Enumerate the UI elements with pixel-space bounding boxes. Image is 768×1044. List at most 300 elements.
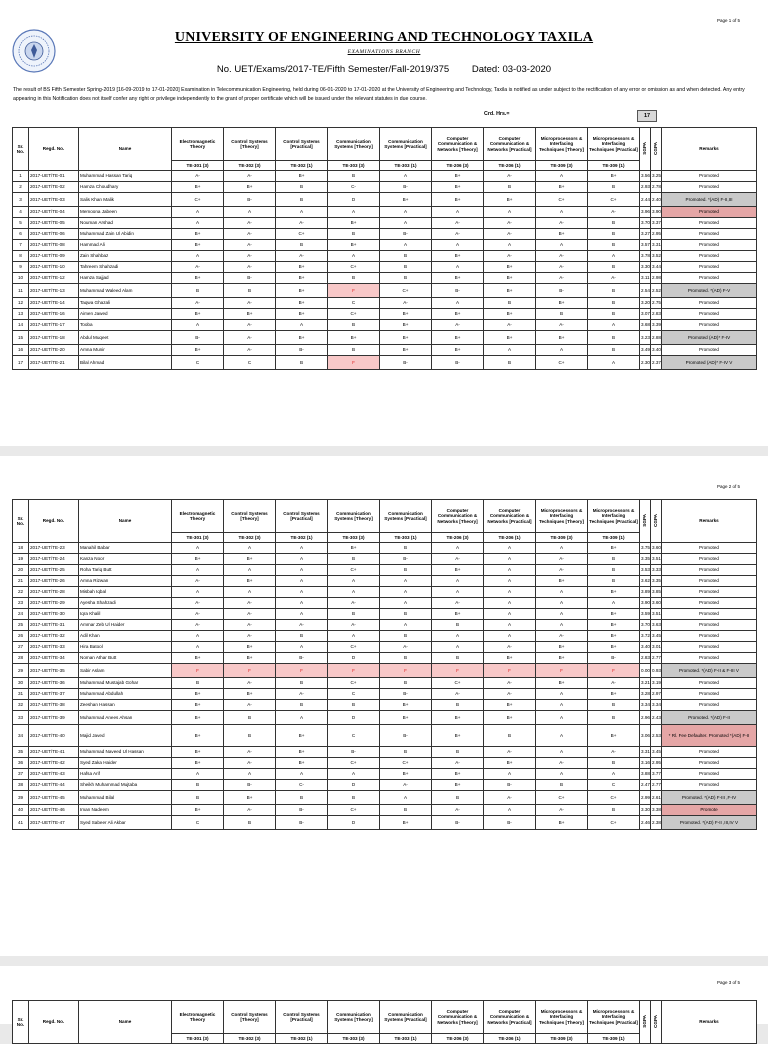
- table-row: [13, 309, 757, 320]
- grade: A: [172, 565, 224, 576]
- grade: A: [484, 565, 536, 576]
- sr-no: 2: [13, 182, 29, 193]
- sgpa-header-label: SGPA: [642, 513, 648, 527]
- grade: B-: [172, 331, 224, 345]
- student-name: Zeeshan Hassan: [79, 700, 172, 711]
- grade: A-: [172, 171, 224, 182]
- grade: A: [536, 207, 588, 218]
- grade: A: [328, 251, 380, 262]
- student-name: Hammad Ali: [79, 240, 172, 251]
- grade: F: [536, 664, 588, 678]
- regd-no: 2017-UET/TE-35: [29, 664, 79, 678]
- student-name: Majid Javed: [79, 725, 172, 747]
- grade: F: [328, 356, 380, 370]
- grade: A: [224, 543, 276, 554]
- grade: B+: [276, 309, 328, 320]
- regd-no: 2017-UET/TE-01: [29, 171, 79, 182]
- cgpa-value: 3.45: [651, 631, 662, 642]
- sgpa-value: 3.16: [640, 758, 651, 769]
- grade: A-: [328, 598, 380, 609]
- sgpa-value: 3.21: [640, 678, 651, 689]
- grade: B+: [536, 642, 588, 653]
- remarks: Promoted: [662, 298, 757, 309]
- sgpa-value: 3.28: [640, 689, 651, 700]
- regd-no: 2017-UET/TE-23: [29, 543, 79, 554]
- grade: A: [380, 620, 432, 631]
- grade: C: [172, 356, 224, 370]
- student-name: Adil Khan: [79, 631, 172, 642]
- grade: B: [276, 240, 328, 251]
- sgpa-value: 3.96: [640, 207, 651, 218]
- grade: B+: [172, 182, 224, 193]
- table-row: [13, 576, 757, 587]
- grade: B-: [224, 780, 276, 791]
- subject-header: Computer Communication & Networks [Practical]: [484, 128, 536, 161]
- grade: B: [588, 298, 640, 309]
- table-row: [13, 240, 757, 251]
- course-code-header: TE-206 (3): [432, 533, 484, 543]
- subject-header: Electromagnetic Theory: [172, 500, 224, 533]
- table-row: [13, 345, 757, 356]
- student-name: Nouman Arshad: [79, 218, 172, 229]
- grade: C+: [380, 758, 432, 769]
- grade: A-: [432, 598, 484, 609]
- grade: A: [172, 251, 224, 262]
- grade: A-: [224, 631, 276, 642]
- grade: B: [328, 320, 380, 331]
- sr-no-header: Sr. No.: [13, 500, 29, 543]
- grade: A-: [536, 758, 588, 769]
- grade: A-: [432, 689, 484, 700]
- subject-header: Communication Systems [Theory]: [328, 128, 380, 161]
- regd-no-header: Regd. No.: [29, 128, 79, 171]
- grade: C+: [328, 309, 380, 320]
- course-code-header: TE-303 (3): [328, 533, 380, 543]
- grade: A-: [484, 229, 536, 240]
- grade: B+: [588, 631, 640, 642]
- grade: A-: [536, 631, 588, 642]
- university-title: UNIVERSITY OF ENGINEERING AND TECHNOLOGY TAXILA: [174, 30, 594, 45]
- subject-header: Microprocessors & Interfacing Techniques [Practical]: [588, 1001, 640, 1034]
- grade: B+: [276, 284, 328, 298]
- course-code-header: TE-303 (3): [328, 161, 380, 171]
- regd-no: 2017-UET/TE-41: [29, 747, 79, 758]
- grade: A: [536, 543, 588, 554]
- subject-header: Electromagnetic Theory: [172, 128, 224, 161]
- grade: B+: [536, 678, 588, 689]
- cgpa-value: 3.60: [651, 598, 662, 609]
- sr-no: 19: [13, 554, 29, 565]
- grade: B-: [276, 345, 328, 356]
- grade: A: [432, 631, 484, 642]
- grade: B+: [588, 620, 640, 631]
- regd-no: 2017-UET/TE-02: [29, 182, 79, 193]
- table-row: [13, 664, 757, 678]
- grade: B: [432, 620, 484, 631]
- grade: A-: [276, 689, 328, 700]
- grade: A: [172, 543, 224, 554]
- student-name: Hamza Choudhary: [79, 182, 172, 193]
- cgpa-header-label: CGPA: [653, 1014, 659, 1028]
- grade: A: [276, 554, 328, 565]
- subject-header: Computer Communication & Networks [Theory]: [432, 1001, 484, 1034]
- grade: A: [276, 207, 328, 218]
- grade: A: [484, 576, 536, 587]
- grade: C+: [328, 678, 380, 689]
- course-code-header: TE-309 (3): [536, 1034, 588, 1044]
- sgpa-value: 3.59: [640, 609, 651, 620]
- regd-no: 2017-UET/TE-47: [29, 816, 79, 830]
- grade: A-: [432, 320, 484, 331]
- grade: A: [224, 207, 276, 218]
- grade: B: [380, 805, 432, 816]
- grade: B+: [380, 816, 432, 830]
- remarks: Promoted: [662, 262, 757, 273]
- grade: B: [588, 700, 640, 711]
- student-name: Zain Shahbaz: [79, 251, 172, 262]
- cgpa-value: 3.01: [651, 642, 662, 653]
- sgpa-value: 2.44: [640, 193, 651, 207]
- grade: A-: [224, 320, 276, 331]
- grade: A-: [224, 345, 276, 356]
- course-code-header: TE-303 (1): [380, 161, 432, 171]
- subject-header: Control Systems [Theory]: [224, 1001, 276, 1034]
- sgpa-value: 3.49: [640, 345, 651, 356]
- student-name: Muhammad Zain Ul Abidin: [79, 229, 172, 240]
- regd-no: 2017-UET/TE-46: [29, 805, 79, 816]
- grade: A: [536, 725, 588, 747]
- grade: B: [588, 805, 640, 816]
- grade: A: [588, 251, 640, 262]
- grade: C-: [276, 780, 328, 791]
- sgpa-value: 3.89: [640, 587, 651, 598]
- course-code-header: TE-206 (3): [432, 161, 484, 171]
- regd-no: 2017-UET/TE-37: [29, 689, 79, 700]
- sr-no: 3: [13, 193, 29, 207]
- sgpa-value: 0.00: [640, 664, 651, 678]
- grade: A-: [536, 273, 588, 284]
- grade: B-: [328, 747, 380, 758]
- grade: B: [380, 678, 432, 689]
- grade: A-: [172, 609, 224, 620]
- sgpa-value: 2.46: [640, 816, 651, 830]
- sr-no: 11: [13, 284, 29, 298]
- sr-no: 6: [13, 229, 29, 240]
- grade: A-: [172, 620, 224, 631]
- grade: A: [536, 711, 588, 725]
- cgpa-value: 2.95: [651, 758, 662, 769]
- cgpa-value: 2.95: [651, 229, 662, 240]
- grade: B+: [536, 576, 588, 587]
- grade: B: [380, 609, 432, 620]
- cgpa-header-label: CGPA: [653, 141, 659, 155]
- sgpa-value: 3.35: [640, 554, 651, 565]
- regd-no: 2017-UET/TE-09: [29, 251, 79, 262]
- sr-no: 36: [13, 758, 29, 769]
- page-number: Page 2 of 5: [716, 484, 740, 489]
- sr-no: 10: [13, 273, 29, 284]
- grade: B+: [172, 309, 224, 320]
- name-header: Name: [79, 128, 172, 171]
- cgpa-header: [651, 128, 662, 171]
- grade: A-: [224, 805, 276, 816]
- grade: B-: [484, 780, 536, 791]
- grade: B: [328, 700, 380, 711]
- grade: B: [172, 678, 224, 689]
- grade: B+: [536, 182, 588, 193]
- grade: B+: [172, 805, 224, 816]
- remarks: Promoted: [662, 251, 757, 262]
- grade: A-: [224, 331, 276, 345]
- grade: B+: [536, 331, 588, 345]
- course-code-header: TE-301 (3): [172, 1034, 224, 1044]
- grade: A-: [536, 805, 588, 816]
- remarks: * Rl. Fee Defaulter. Promoted *(AD) F-II: [662, 725, 757, 747]
- grade: B: [588, 554, 640, 565]
- course-code-header: TE-303 (1): [380, 1034, 432, 1044]
- grade: B: [328, 171, 380, 182]
- student-name: Kanza Noor: [79, 554, 172, 565]
- remarks: Promoted. *(AD) F-II: [662, 711, 757, 725]
- regd-no: 2017-UET/TE-16: [29, 309, 79, 320]
- sgpa-value: 3.31: [640, 747, 651, 758]
- regd-no: 2017-UET/TE-36: [29, 678, 79, 689]
- grade: B-: [276, 816, 328, 830]
- grade: B+: [484, 331, 536, 345]
- sr-no: 22: [13, 587, 29, 598]
- grade: B: [224, 725, 276, 747]
- remarks: Promoted: [662, 587, 757, 598]
- student-name: Muhammad Hassan Tariq: [79, 171, 172, 182]
- regd-no: 2017-UET/TE-34: [29, 653, 79, 664]
- name-header: Name: [79, 500, 172, 543]
- grade: A-: [484, 251, 536, 262]
- cgpa-value: 2.38: [651, 816, 662, 830]
- regd-no: 2017-UET/TE-12: [29, 273, 79, 284]
- grade: B-: [380, 689, 432, 700]
- grade: B+: [536, 229, 588, 240]
- grade: B: [588, 229, 640, 240]
- sr-no: 24: [13, 609, 29, 620]
- remarks: Promoted: [662, 576, 757, 587]
- sgpa-value: 3.07: [640, 309, 651, 320]
- grade: B+: [588, 587, 640, 598]
- grade: B+: [224, 642, 276, 653]
- remarks-header: Remarks: [662, 128, 757, 171]
- table-row: [13, 631, 757, 642]
- cgpa-value: 3.63: [651, 620, 662, 631]
- course-code-header: TE-206 (1): [484, 533, 536, 543]
- grade: A-: [224, 229, 276, 240]
- grade: B: [484, 725, 536, 747]
- remarks: Promoted. *(AD) F-III ,F-IV: [662, 791, 757, 805]
- student-name: Muhammad Abdullah: [79, 689, 172, 700]
- sgpa-header-label: SGPA: [642, 1014, 648, 1028]
- grade: A-: [484, 791, 536, 805]
- cgpa-value: 3.51: [651, 609, 662, 620]
- grade: B+: [484, 273, 536, 284]
- grade: B: [380, 251, 432, 262]
- remarks: Promoted: [662, 182, 757, 193]
- grade: D: [328, 780, 380, 791]
- grade: F: [484, 664, 536, 678]
- grade: B+: [536, 298, 588, 309]
- cgpa-value: 3.37: [651, 218, 662, 229]
- student-name: Hafsa Arif: [79, 769, 172, 780]
- regd-no: 2017-UET/TE-04: [29, 207, 79, 218]
- grade: B: [484, 356, 536, 370]
- grade: B+: [432, 565, 484, 576]
- table-row: [13, 565, 757, 576]
- grade: B: [432, 791, 484, 805]
- table-row: [13, 284, 757, 298]
- course-code-header: TE-303 (3): [328, 1034, 380, 1044]
- grade: B-: [276, 653, 328, 664]
- student-name: Muhammad Bilal: [79, 791, 172, 805]
- sgpa-value: 3.20: [640, 298, 651, 309]
- student-name: Aimen Jawed: [79, 309, 172, 320]
- grade: A: [588, 769, 640, 780]
- course-code-header: TE-302 (1): [276, 161, 328, 171]
- cgpa-value: 2.77: [651, 780, 662, 791]
- grade: B-: [536, 284, 588, 298]
- grade: A: [380, 598, 432, 609]
- credit-hours-label: Crd. Hrs.=: [484, 111, 510, 117]
- grade: A: [432, 240, 484, 251]
- grade: C+: [328, 262, 380, 273]
- grade: B: [588, 345, 640, 356]
- grade: A-: [484, 171, 536, 182]
- grade: A: [484, 345, 536, 356]
- sgpa-value: 3.75: [640, 543, 651, 554]
- grade: B: [588, 284, 640, 298]
- grade: A: [484, 207, 536, 218]
- course-code-header: TE-309 (3): [536, 533, 588, 543]
- grade: B-: [380, 725, 432, 747]
- grade: A: [536, 769, 588, 780]
- grade: A: [432, 262, 484, 273]
- cgpa-value: 2.88: [651, 331, 662, 345]
- grade: A: [224, 769, 276, 780]
- cgpa-value: 3.44: [651, 262, 662, 273]
- sr-no: 14: [13, 320, 29, 331]
- grade: B: [380, 653, 432, 664]
- grade: A-: [224, 218, 276, 229]
- cgpa-value: 3.38: [651, 805, 662, 816]
- grade: A-: [588, 747, 640, 758]
- grade: A: [432, 642, 484, 653]
- subject-header: Microprocessors & Interfacing Techniques [Practical]: [588, 500, 640, 533]
- grade: A: [380, 207, 432, 218]
- student-name: Hira Batool: [79, 642, 172, 653]
- grade: C+: [536, 791, 588, 805]
- grade: A: [536, 587, 588, 598]
- regd-no: 2017-UET/TE-13: [29, 284, 79, 298]
- grade: B: [172, 780, 224, 791]
- regd-no: 2017-UET/TE-43: [29, 769, 79, 780]
- cgpa-value: 2.52: [651, 284, 662, 298]
- regd-no: 2017-UET/TE-28: [29, 587, 79, 598]
- sgpa-value: 3.70: [640, 620, 651, 631]
- remarks: Promoted: [662, 345, 757, 356]
- grade: A-: [172, 262, 224, 273]
- notification-date: Dated: 03-03-2020: [471, 64, 552, 75]
- sgpa-value: 3.78: [640, 251, 651, 262]
- table-row: [13, 356, 757, 370]
- grade: C: [588, 780, 640, 791]
- grade: B+: [432, 769, 484, 780]
- grade: C: [172, 816, 224, 830]
- notification-number: No. UET/Exams/2017-TE/Fifth Semester/Fall-2019/375: [216, 64, 450, 75]
- subject-header: Computer Communication & Networks [Theory]: [432, 500, 484, 533]
- regd-no: 2017-UET/TE-26: [29, 576, 79, 587]
- sr-no: 7: [13, 240, 29, 251]
- page-number: Page 1 of 5: [716, 18, 740, 23]
- grade: A: [276, 598, 328, 609]
- sgpa-value: 2.47: [640, 780, 651, 791]
- grade: A-: [224, 240, 276, 251]
- remarks: Promoted (AD)* F-IV: [662, 331, 757, 345]
- cgpa-value: 2.77: [651, 653, 662, 664]
- grade: A: [484, 587, 536, 598]
- grade: D: [328, 816, 380, 830]
- intro-paragraph: The result of BS Fifth Semester Spring-2019 [16-09-2019 to 17-01-2020] Examination in Telecommunication Engineering, held during 06-01-2020 to 17-01-2020 at the University of Engineering and Technology, Taxila is notified as under subject to the rectification of any error or omission as and when detected. Any entry appearing in this Notification does not itself confer any right or privilege independently to the grant of proper certificate which will be issued under the relevant statutes in due course.: [13, 87, 745, 102]
- grade: A: [484, 805, 536, 816]
- grade: B+: [432, 609, 484, 620]
- grade: B+: [588, 725, 640, 747]
- grade: A-: [536, 554, 588, 565]
- grade: B+: [172, 554, 224, 565]
- grade: B: [276, 193, 328, 207]
- grade: A: [276, 609, 328, 620]
- remarks: Promoted: [662, 769, 757, 780]
- sr-no: 23: [13, 598, 29, 609]
- table-row: [13, 298, 757, 309]
- grade: B-: [432, 356, 484, 370]
- grade: B+: [224, 309, 276, 320]
- table-row: [13, 642, 757, 653]
- course-code-header: TE-309 (1): [588, 1034, 640, 1044]
- regd-no: 2017-UET/TE-39: [29, 711, 79, 725]
- sr-no: 39: [13, 791, 29, 805]
- grade: A-: [484, 678, 536, 689]
- grade: B-: [432, 284, 484, 298]
- subject-header: Control Systems [Theory]: [224, 500, 276, 533]
- regd-no: 2017-UET/TE-38: [29, 700, 79, 711]
- sgpa-value: 3.62: [640, 576, 651, 587]
- grade: B: [588, 565, 640, 576]
- grade: A-: [536, 262, 588, 273]
- grade: B+: [432, 171, 484, 182]
- grade: B+: [536, 816, 588, 830]
- student-name: Muhammad Waleed Alam: [79, 284, 172, 298]
- subject-header: Communication Systems [Practical]: [380, 1001, 432, 1034]
- grade: A: [276, 576, 328, 587]
- remarks: Promoted: [662, 758, 757, 769]
- grade: A-: [588, 678, 640, 689]
- cgpa-value: 2.97: [651, 689, 662, 700]
- table-row: [13, 758, 757, 769]
- grade: B+: [172, 758, 224, 769]
- sr-no: 16: [13, 345, 29, 356]
- student-name: Salis Khan Malik: [79, 193, 172, 207]
- student-name: Amna Rizwan: [79, 576, 172, 587]
- grade: B+: [380, 769, 432, 780]
- grade: B: [588, 182, 640, 193]
- grade: A-: [224, 251, 276, 262]
- grade: A: [432, 298, 484, 309]
- grade: A: [536, 345, 588, 356]
